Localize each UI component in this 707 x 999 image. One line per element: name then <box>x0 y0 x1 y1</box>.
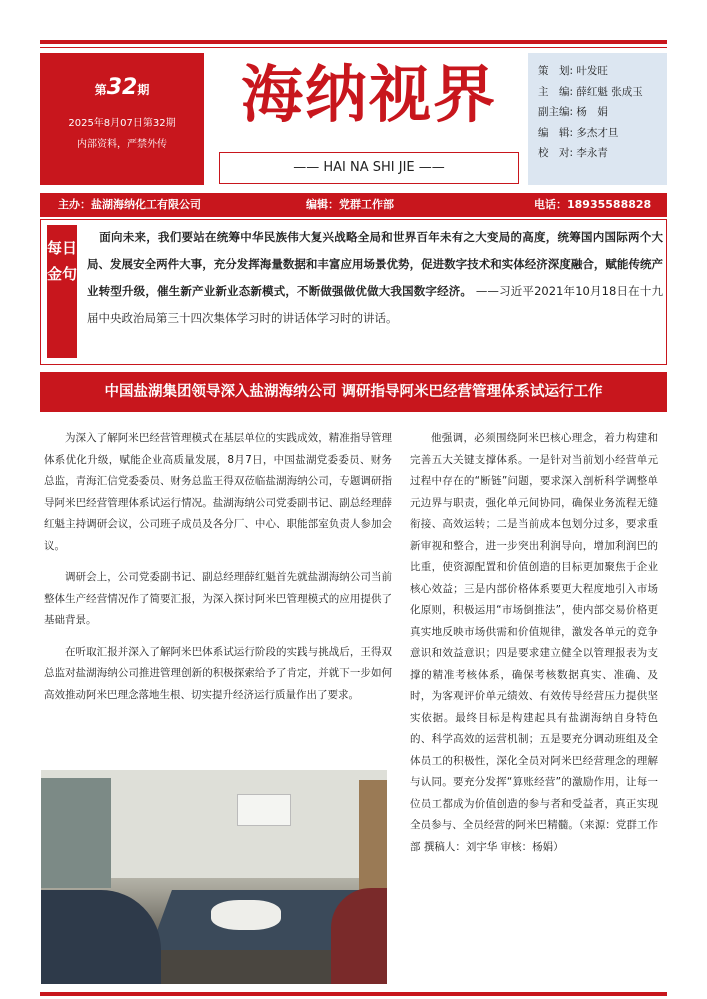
quote-tag: 每日金句 <box>47 225 77 358</box>
masthead-title: 海纳视界 <box>240 58 497 131</box>
issue-number-value: 32 <box>106 75 138 100</box>
article-paragraph: 在听取汇报并深入了解阿米巴体系试运行阶段的实践与挑战后，王得双总监对盐湖海纳公司推进管理创新的积极探索给予了肯定，并就下一步如何高效推动阿米巴理念落地生根、切实提升经济运行质量作出了要求。 <box>44 645 392 701</box>
info-bar <box>40 193 667 217</box>
issue-note: 内部资料，严禁外传 <box>77 139 167 150</box>
top-rule-thin <box>40 47 667 48</box>
article-left-column <box>44 428 392 716</box>
sponsor-info: 主办：盐湖海纳化工有限公司 <box>58 198 201 211</box>
editor-info: 编辑：党群工作部 <box>306 198 394 211</box>
issue-date: 2025年8月07日第32期 <box>68 118 176 129</box>
credit-line: 主 编: 薛红魁 张成玉 <box>538 85 643 98</box>
issue-number <box>40 75 204 100</box>
article-headline: 中国盐湖集团领导深入盐湖海纳公司 调研指导阿米巴经营管理体系试运行工作 <box>40 372 667 412</box>
credit-line: 副主编: 杨 娟 <box>538 106 608 118</box>
credit-line: 编 辑: 多杰才旦 <box>538 126 619 139</box>
credit-line: 校 对: 李永青 <box>538 147 608 159</box>
bottom-rule <box>40 992 667 996</box>
masthead-subtitle: —— HAI NA SHI JIE —— <box>219 152 519 184</box>
issue-prefix: 第 <box>94 83 107 97</box>
article-paragraph: 他强调，必须围绕阿米巴核心理念，着力构建和完善五大关键支撑体系。一是针对当前划小经营单元过程中存在的“断链”问题，要求深入剖析科学调整单元边界与职责，强化单元间协同，确保业务流程无缝衔接、高效运转；二是当前成本包划分过多，要求重新审视和整合，进一步突出利润导向，增加利润巴的比重，使资源配置和价值创造的目标更加聚焦于企业核心效益；三是内部价格体系要更大程度地引入市场化原则，积极运用“市场倒推法”，使内部交易价格更真实地反映市场供需和价值规律，激发各单元的竞争意识和效益意识；四是要求建立健全以管理报表为支撑的精准考核体系，确保考核数据真实、准确、及时，为客观评价单元绩效、有效传导经营压力提供坚实依据。最终目标是构建起具有盐湖海纳自身特色的、科学高效的运营机制；五是要充分调动班组及全体员工的积极性，深化全员对阿米巴经营理念的理解与认同。要充分发挥“算账经营”的激励作用，让每一位员工都成为价值创造的参与者和受益者，真正实现全员参与、全员经营的阿米巴精髓。（来源：党群工作部 撰稿人：刘宇华 审核：杨娟） <box>410 432 658 853</box>
quote-box <box>40 219 667 365</box>
article-paragraph: 调研会上，公司党委副书记、副总经理薛红魁首先就盐湖海纳公司当前整体生产经营情况作了简要汇报，为深入探讨阿米巴管理模式的应用提供了基础背景。 <box>44 571 392 626</box>
article-paragraph: 为深入了解阿米巴经营管理模式在基层单位的实践成效，精准指导管理体系优化升级，赋能企业高质量发展，8月7日，中国盐湖党委委员、财务总监，青海汇信党委委员、财务总监王得双莅临盐湖海纳公司，专题调研指导阿米巴经营管理体系试运行情况。盐湖海纳公司党委副书记、副总经理薛红魁主持调研会议，公司班子成员及各分厂、中心、职能部室负责人参加会议。 <box>44 432 392 552</box>
quote-text <box>87 224 663 332</box>
phone-info: 电话：18935588828 <box>534 198 652 211</box>
credits-box <box>528 53 667 185</box>
meeting-photo <box>41 770 387 984</box>
issue-suffix: 期 <box>137 83 150 97</box>
top-rule <box>40 40 667 44</box>
issue-box <box>40 53 204 185</box>
quote-source: ——习近平2021年10月18日在十九届中央政治局第三十四次集体学习时的讲话体学习时的讲话。 <box>87 284 663 325</box>
quote-body: 面向未来，我们要站在统筹中华民族伟大复兴战略全局和世界百年未有之大变局的高度，统筹国内国际两个大局、发展安全两件大事，充分发挥海量数据和丰富应用场景优势，促进数字技术和实体经济深度融合，赋能传统产业转型升级，催生新产业新业态新模式，不断做强做优做大我国数字经济。 <box>87 230 663 298</box>
article-right-column <box>410 428 658 858</box>
credit-line: 策 划: 叶发旺 <box>538 65 608 77</box>
